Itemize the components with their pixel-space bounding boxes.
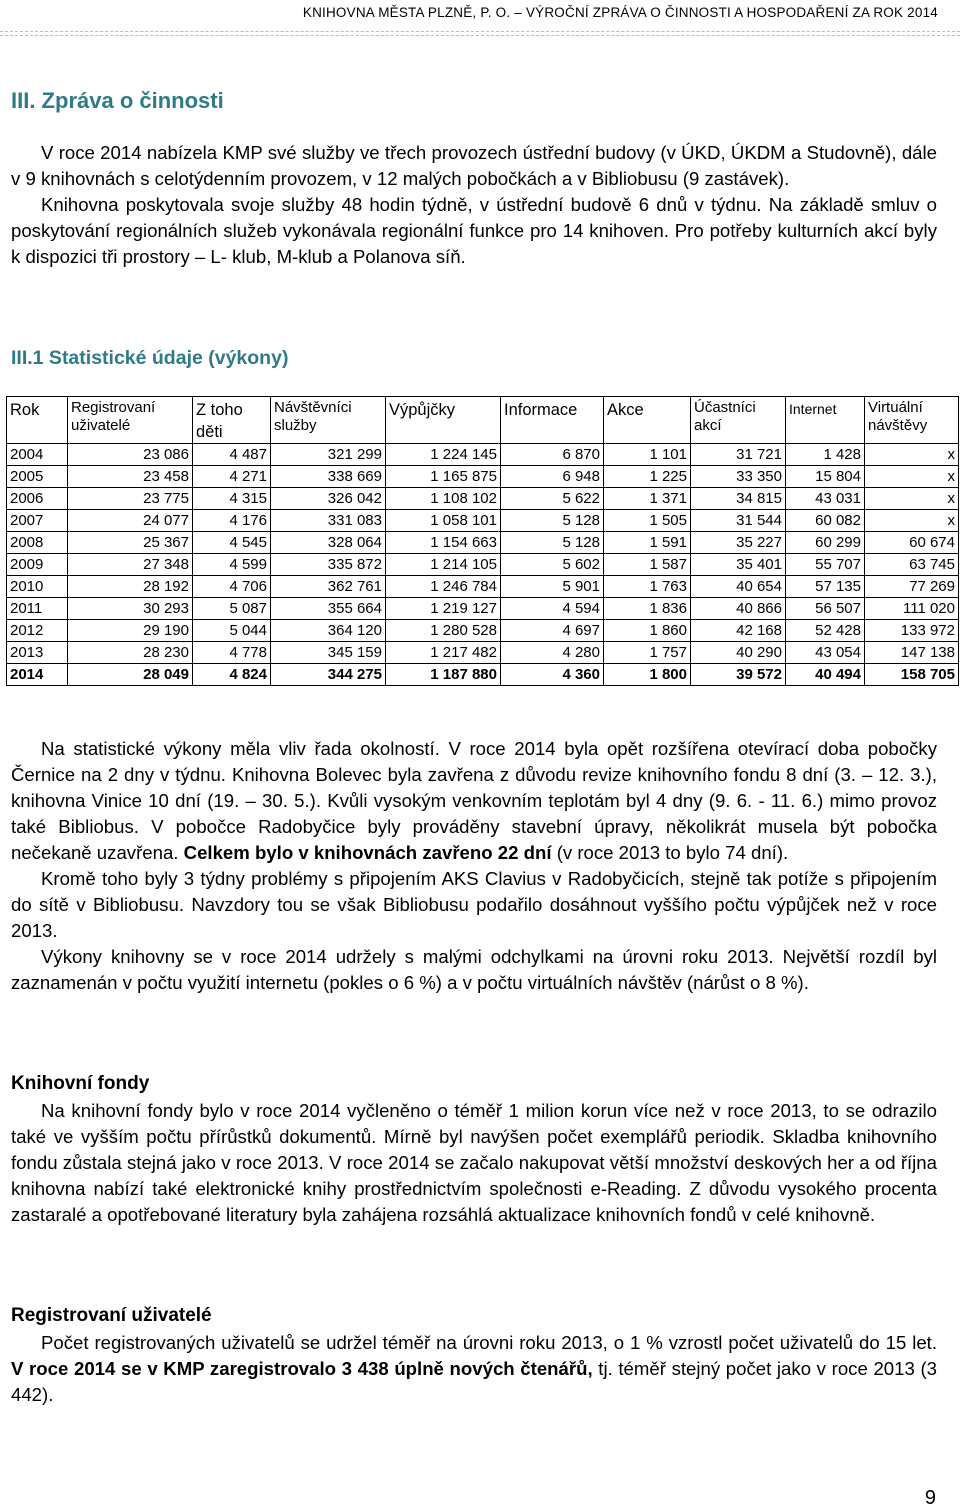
value-cell: 1 058 101: [386, 510, 501, 532]
value-cell: 4 315: [193, 488, 271, 510]
section-title: III. Zpráva o činnosti: [11, 88, 224, 113]
year-cell: 2004: [7, 444, 68, 466]
value-cell: 6 870: [501, 444, 604, 466]
value-cell: 1 246 784: [386, 576, 501, 598]
value-cell: 345 159: [271, 642, 386, 664]
value-cell: 355 664: [271, 598, 386, 620]
value-cell: 1 800: [604, 664, 691, 686]
value-cell: 4 706: [193, 576, 271, 598]
value-cell: 1 217 482: [386, 642, 501, 664]
value-cell: 23 086: [68, 444, 193, 466]
value-cell: 4 360: [501, 664, 604, 686]
value-cell: 4 594: [501, 598, 604, 620]
table-row: [7, 598, 959, 620]
stats-paragraph-3: Výkony knihovny se v roce 2014 udržely s malými odchylkami na úrovni roku 2013. Největší rozdíl byl zaznamenán v počtu využití internetu (pokles o 6 %) a v počtu virtuálních návštěv (nárůst o 8 %).: [11, 946, 937, 993]
value-cell: 338 669: [271, 466, 386, 488]
value-cell: 40 494: [786, 664, 865, 686]
value-cell: 63 745: [865, 554, 959, 576]
value-cell: x: [865, 510, 959, 532]
column-header: Akce: [604, 397, 691, 444]
value-cell: 23 775: [68, 488, 193, 510]
value-cell: 31 544: [691, 510, 786, 532]
value-cell: 5 622: [501, 488, 604, 510]
column-header: Registrovaní uživatelé: [68, 397, 193, 444]
value-cell: 4 280: [501, 642, 604, 664]
year-cell: 2008: [7, 532, 68, 554]
column-header: Informace: [501, 397, 604, 444]
value-cell: 60 299: [786, 532, 865, 554]
value-cell: 1 154 663: [386, 532, 501, 554]
value-cell: 1 763: [604, 576, 691, 598]
value-cell: 344 275: [271, 664, 386, 686]
fondy-paragraph: Na knihovní fondy bylo v roce 2014 vyčleněno o téměř 1 milion korun více než v roce 2013, to se odrazilo také ve vyšším počtu přírůstků dokumentů. Mírně byl navýšen počet exemplářů periodik. Skladba knihovního fondu zůstala stejná jako v roce 2013. V roce 2014 se začalo nakupovat větší množství deskových her a od října knihovna nabízí také elektronické knihy prostřednictvím společnosti e-Reading. Z důvodu vysokého procenta zastaralé a opotřebované literatury byla zahájena rozsáhlá aktualizace knihovních fondů v celé knihovně.: [11, 1100, 937, 1225]
header-rule: [0, 31, 960, 32]
value-cell: 1 108 102: [386, 488, 501, 510]
value-cell: 40 654: [691, 576, 786, 598]
value-cell: 1 371: [604, 488, 691, 510]
value-cell: 28 049: [68, 664, 193, 686]
value-cell: 31 721: [691, 444, 786, 466]
year-cell: 2011: [7, 598, 68, 620]
value-cell: x: [865, 488, 959, 510]
table-row: [7, 642, 959, 664]
column-header: Návštěvníci služby: [271, 397, 386, 444]
value-cell: 1 860: [604, 620, 691, 642]
value-cell: 1 280 528: [386, 620, 501, 642]
value-cell: 133 972: [865, 620, 959, 642]
value-cell: 4 697: [501, 620, 604, 642]
year-cell: 2006: [7, 488, 68, 510]
table-body: [7, 444, 959, 686]
subsection-title: III.1 Statistické údaje (výkony): [11, 347, 289, 369]
value-cell: 4 271: [193, 466, 271, 488]
value-cell: 326 042: [271, 488, 386, 510]
fondy-heading: Knihovní fondy: [11, 1073, 150, 1094]
value-cell: 111 020: [865, 598, 959, 620]
value-cell: 4 778: [193, 642, 271, 664]
value-cell: x: [865, 466, 959, 488]
table-row: [7, 510, 959, 532]
value-cell: 321 299: [271, 444, 386, 466]
table-row: [7, 466, 959, 488]
value-cell: 39 572: [691, 664, 786, 686]
page-number: 9: [924, 1487, 936, 1509]
value-cell: 60 082: [786, 510, 865, 532]
value-cell: 29 190: [68, 620, 193, 642]
value-cell: 40 866: [691, 598, 786, 620]
table-row: [7, 620, 959, 642]
value-cell: 4 599: [193, 554, 271, 576]
value-cell: 4 824: [193, 664, 271, 686]
value-cell: 35 401: [691, 554, 786, 576]
intro-paragraph-1: V roce 2014 nabízela KMP své služby ve třech provozech ústřední budovy (v ÚKD, ÚKDM a Studovně), dále v 9 knihovnách s celotýdenním provozem, v 12 malých pobočkách a v Bibliobusu (9 zastávek).: [11, 142, 937, 189]
value-cell: 77 269: [865, 576, 959, 598]
value-cell: 1 214 105: [386, 554, 501, 576]
value-cell: 364 120: [271, 620, 386, 642]
value-cell: 4 545: [193, 532, 271, 554]
value-cell: 43 054: [786, 642, 865, 664]
table-row: [7, 488, 959, 510]
value-cell: 1 219 127: [386, 598, 501, 620]
uzivatele-text: [11, 1330, 937, 1408]
value-cell: 362 761: [271, 576, 386, 598]
column-header: Virtuální návštěvy: [865, 397, 959, 444]
value-cell: 52 428: [786, 620, 865, 642]
year-cell: 2014: [7, 664, 68, 686]
header-rule-second: [0, 35, 960, 36]
value-cell: 35 227: [691, 532, 786, 554]
value-cell: 4 176: [193, 510, 271, 532]
intro-text: [11, 140, 937, 270]
table-header-row: [7, 397, 959, 444]
value-cell: 147 138: [865, 642, 959, 664]
value-cell: 1 505: [604, 510, 691, 532]
value-cell: 56 507: [786, 598, 865, 620]
value-cell: 40 290: [691, 642, 786, 664]
value-cell: 43 031: [786, 488, 865, 510]
value-cell: 34 815: [691, 488, 786, 510]
column-header: Výpůjčky: [386, 397, 501, 444]
value-cell: 158 705: [865, 664, 959, 686]
fondy-text: [11, 1098, 937, 1228]
table-row: [7, 444, 959, 466]
value-cell: 15 804: [786, 466, 865, 488]
value-cell: 5 044: [193, 620, 271, 642]
table-row: [7, 532, 959, 554]
value-cell: 57 135: [786, 576, 865, 598]
stats-paragraph-2: Kromě toho byly 3 týdny problémy s připojením AKS Clavius v Radobyčicích, stejně tak potíže s připojením do sítě v Bibliobusu. Navzdory tou se však Bibliobusu podařilo dosáhnout vyššího počtu výpůjček než v roce 2013.: [11, 868, 937, 941]
value-cell: 6 948: [501, 466, 604, 488]
table-row: [7, 576, 959, 598]
value-cell: 27 348: [68, 554, 193, 576]
year-cell: 2005: [7, 466, 68, 488]
value-cell: 1 224 145: [386, 444, 501, 466]
value-cell: 328 064: [271, 532, 386, 554]
running-header: KNIHOVNA MĚSTA PLZNĚ, P. O. – VÝROČNÍ ZPRÁVA O ČINNOSTI A HOSPODAŘENÍ ZA ROK 2014: [302, 5, 938, 20]
uzivatele-paragraph: Počet registrovaných uživatelů se udržel téměř na úrovni roku 2013, o 1 % vzrostl počet uživatelů do 15 let. V roce 2014 se v KMP zaregistrovalo 3 438 úplně nových čtenářů, tj. téměř stejný počet jako v roce 2013 (3 442).: [11, 1332, 937, 1405]
value-cell: 33 350: [691, 466, 786, 488]
stats-commentary: [11, 736, 937, 996]
value-cell: 1 591: [604, 532, 691, 554]
column-header: Z toho děti: [193, 397, 271, 444]
statistics-table: [6, 396, 959, 686]
value-cell: 1 587: [604, 554, 691, 576]
column-header: Účastníci akcí: [691, 397, 786, 444]
value-cell: 1 165 875: [386, 466, 501, 488]
value-cell: 42 168: [691, 620, 786, 642]
year-cell: 2012: [7, 620, 68, 642]
value-cell: 4 487: [193, 444, 271, 466]
value-cell: 23 458: [68, 466, 193, 488]
value-cell: 331 083: [271, 510, 386, 532]
value-cell: 5 128: [501, 532, 604, 554]
year-cell: 2010: [7, 576, 68, 598]
value-cell: 5 128: [501, 510, 604, 532]
year-cell: 2013: [7, 642, 68, 664]
column-header: Rok: [7, 397, 68, 444]
intro-paragraph-2: Knihovna poskytovala svoje služby 48 hodin týdně, v ústřední budově 6 dnů v týdnu. Na základě smluv o poskytování regionálních služeb vykonávala regionální funkce pro 14 knihoven. Pro potřeby kulturních akcí byly k dispozici tři prostory – L- klub, M-klub a Polanova síň.: [11, 194, 937, 267]
table-row: [7, 664, 959, 686]
value-cell: 5 602: [501, 554, 604, 576]
value-cell: 25 367: [68, 532, 193, 554]
value-cell: 24 077: [68, 510, 193, 532]
value-cell: 1 757: [604, 642, 691, 664]
column-header: Internet: [786, 397, 865, 444]
value-cell: x: [865, 444, 959, 466]
uzivatele-heading: Registrovaní uživatelé: [11, 1305, 212, 1326]
value-cell: 30 293: [68, 598, 193, 620]
value-cell: 5 901: [501, 576, 604, 598]
value-cell: 1 101: [604, 444, 691, 466]
value-cell: 1 428: [786, 444, 865, 466]
value-cell: 60 674: [865, 532, 959, 554]
value-cell: 28 230: [68, 642, 193, 664]
table-row: [7, 554, 959, 576]
year-cell: 2007: [7, 510, 68, 532]
value-cell: 1 225: [604, 466, 691, 488]
year-cell: 2009: [7, 554, 68, 576]
stats-paragraph-1: Na statistické výkony měla vliv řada okolností. V roce 2014 byla opět rozšířena otevírací doba pobočky Černice na 2 dny v týdnu. Knihovna Bolevec byla zavřena z důvodu revize knihovního fondu 8 dní (3. – 12. 3.), knihovna Vinice 10 dní (19. – 30. 5.). Kvůli vysokým venkovním teplotám byl 4 dny (9. 6. - 11. 6.) mimo provoz také Bibliobus. V pobočce Radobyčice byly prováděny stavební úpravy, několikrát musela být pobočka nečekaně uzavřena. Celkem bylo v knihovnách zavřeno 22 dní (v roce 2013 to bylo 74 dní).: [11, 738, 937, 863]
value-cell: 1 187 880: [386, 664, 501, 686]
value-cell: 28 192: [68, 576, 193, 598]
value-cell: 335 872: [271, 554, 386, 576]
value-cell: 55 707: [786, 554, 865, 576]
value-cell: 5 087: [193, 598, 271, 620]
value-cell: 1 836: [604, 598, 691, 620]
